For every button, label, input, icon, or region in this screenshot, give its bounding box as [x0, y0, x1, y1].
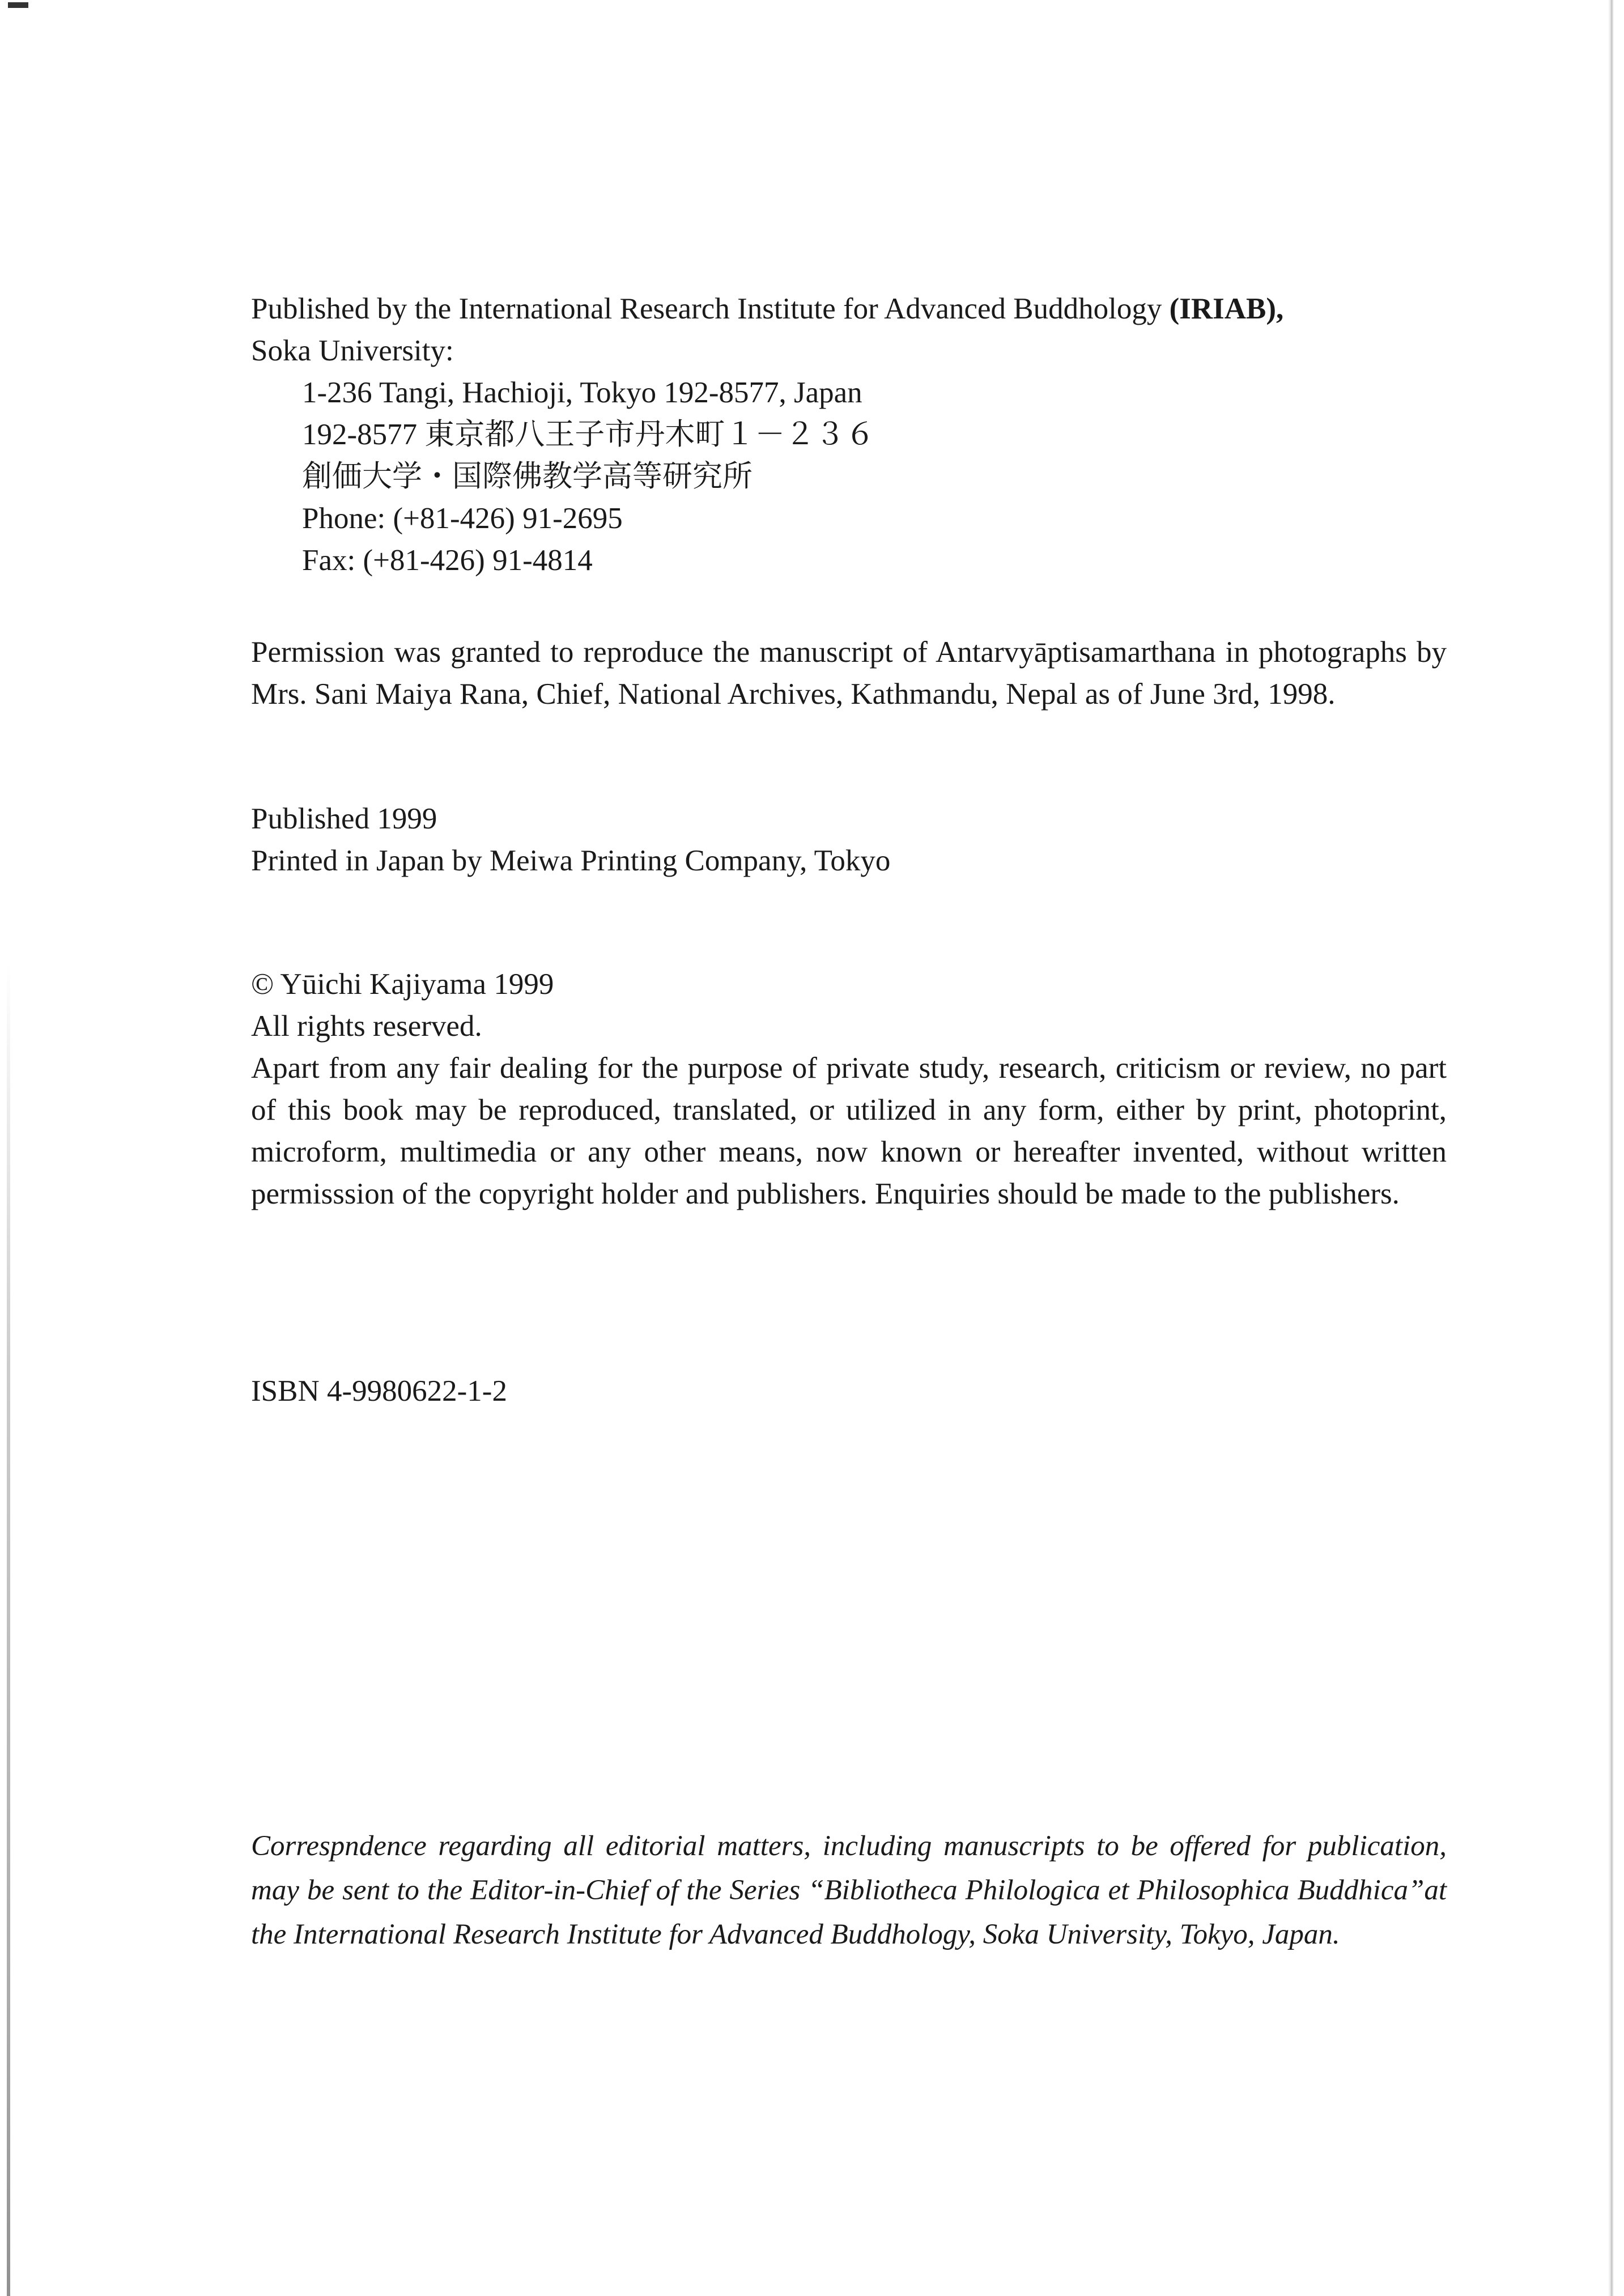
- published-year: Published 1999: [251, 802, 437, 835]
- printer-info: Printed in Japan by Meiwa Printing Company, Tokyo: [251, 844, 891, 877]
- publisher-acronym: (IRIAB),: [1169, 292, 1284, 325]
- address-english: 1-236 Tangi, Hachioji, Tokyo 192-8577, Japan: [302, 376, 862, 409]
- isbn: ISBN 4-9980622-1-2: [251, 1375, 507, 1408]
- phone-number: Phone: (+81-426) 91-2695: [302, 502, 623, 535]
- institute-japanese: 創価大学・国際佛教学高等研究所: [302, 460, 753, 493]
- rights-reserved: All rights reserved.: [251, 1010, 482, 1043]
- scan-artifact: [8, 2, 28, 8]
- publisher-university: Soka University:: [251, 334, 454, 367]
- scan-edge-right: [1608, 0, 1614, 2296]
- permission-paragraph: Permission was granted to reproduce the manuscript of Antarvyāptisamarthana in photographs by Mrs. Sani Maiya Rana, Chief, National Archives, Kathmandu, Nepal as of June 3rd, 1998.: [251, 636, 1447, 711]
- scan-edge-left: [7, 963, 10, 2296]
- copyright-block: [251, 963, 1447, 1215]
- publication-block: [251, 798, 1447, 882]
- fax-number: Fax: (+81-426) 91-4814: [302, 544, 593, 577]
- publisher-name: Published by the International Research Institute for Advanced Buddhology: [251, 292, 1170, 325]
- address-japanese: 192-8577 東京都八王子市丹木町１－２３６: [302, 418, 875, 451]
- correspondence-note: Correspndence regarding all editorial matters, including manuscripts to be offered for publication, may be sent to the Editor-in-Chief of the Series “Bibliotheca Philologica et Philosophica Buddhica”at the International Research Institute for Advanced Buddhology, Soka University, Tokyo, Japan.: [251, 1830, 1447, 1950]
- publisher-line: [251, 288, 1447, 330]
- publisher-block: [251, 288, 1447, 581]
- copyright-body: Apart from any fair dealing for the purpose of private study, research, criticism or review, no part of this book may be reproduced, translated, or utilized in any form, either by print, photoprint, microform, multimedia or any other means, now known or hereafter invented, without written permisssion of the copyright holder and publishers. Enquiries should be made to the publishers.: [251, 1052, 1447, 1210]
- copyright-notice: © Yūichi Kajiyama 1999: [251, 968, 554, 1001]
